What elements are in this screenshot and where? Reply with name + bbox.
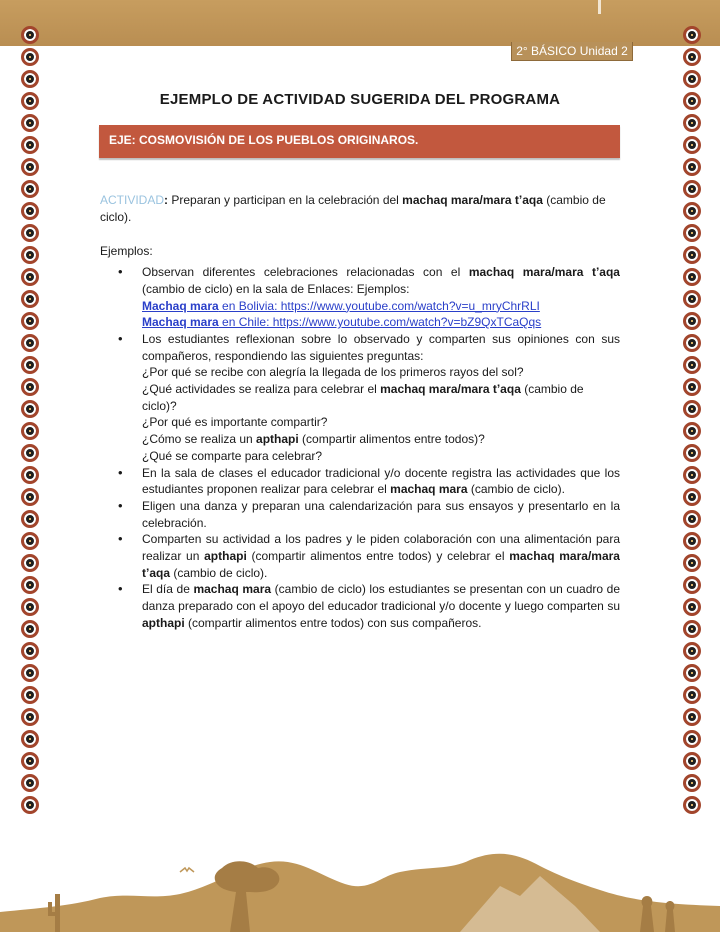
ornament-motif bbox=[21, 224, 39, 242]
ornament-motif bbox=[683, 488, 701, 506]
ornament-motif bbox=[683, 422, 701, 440]
question-text: ¿Qué actividades se realiza para celebrar el bbox=[142, 382, 381, 397]
ornament-motif bbox=[21, 796, 39, 814]
item-term: machaq mara bbox=[390, 482, 468, 497]
page-title: EJEMPLO DE ACTIVIDAD SUGERIDA DEL PROGRAMA bbox=[159, 91, 561, 108]
item-term: machaq mara/mara t’aqa bbox=[468, 265, 620, 280]
ornament-motif bbox=[683, 246, 701, 264]
examples-list bbox=[100, 264, 620, 631]
ornament-motif bbox=[683, 774, 701, 792]
ornament-motif bbox=[21, 48, 39, 66]
item-term: machaq mara bbox=[193, 582, 272, 597]
activity-colon: : bbox=[164, 193, 172, 207]
ornament-motif bbox=[683, 202, 701, 220]
ornament-motif bbox=[683, 136, 701, 154]
ornament-motif bbox=[21, 180, 39, 198]
item-text: (cambio de ciclo) los estudiantes se presentan con un cuadro de danza preparado con el apoyo del educador tradicional y/o docente y luego comparten su bbox=[142, 582, 621, 614]
ornament-motif bbox=[683, 268, 701, 286]
ornament-motif bbox=[21, 356, 39, 374]
item-text: (cambio de ciclo). bbox=[467, 482, 565, 497]
ornament-motif bbox=[683, 796, 701, 814]
question-term: machaq mara/mara t’aqa bbox=[380, 382, 521, 397]
unit-badge: 2° BÁSICO Unidad 2 bbox=[511, 42, 633, 61]
ornament-motif bbox=[683, 554, 701, 572]
ornament-motif bbox=[683, 158, 701, 176]
header-notch bbox=[598, 0, 601, 14]
list-item bbox=[142, 264, 620, 331]
ornament-motif bbox=[21, 26, 39, 44]
ornament-motif bbox=[21, 422, 39, 440]
activity-text-end: (cambio de ciclo). bbox=[100, 193, 606, 224]
item-text: (cambio de ciclo) en la sala de Enlaces: Ejemplos: bbox=[142, 281, 410, 296]
ornament-motif bbox=[683, 378, 701, 396]
question-text: (compartir alimentos entre todos)? bbox=[298, 432, 485, 447]
ornament-motif bbox=[21, 510, 39, 528]
question-text: ¿Cómo se realiza un bbox=[142, 432, 257, 447]
ornament-motif bbox=[683, 510, 701, 528]
ornament-motif bbox=[21, 466, 39, 484]
ornament-motif bbox=[683, 466, 701, 484]
ornament-motif bbox=[21, 598, 39, 616]
link-text: en Bolivia: https://www.youtube.com/watch?v=u_mryChrRLI bbox=[218, 298, 540, 313]
ornament-motif bbox=[21, 554, 39, 572]
ornament-motif bbox=[21, 202, 39, 220]
ornament-motif bbox=[21, 246, 39, 264]
list-item bbox=[142, 465, 620, 498]
ornament-motif bbox=[683, 356, 701, 374]
activity-term: machaq mara/mara t’aqa bbox=[402, 193, 543, 207]
ornament-motif bbox=[683, 642, 701, 660]
ornament-motif bbox=[21, 532, 39, 550]
question: ¿Por qué es importante compartir? bbox=[142, 415, 328, 430]
item-text: (compartir alimentos entre todos) y celebrar el bbox=[246, 549, 510, 564]
examples-label: Ejemplos: bbox=[100, 244, 153, 259]
ornament-motif bbox=[683, 664, 701, 682]
ornament-motif bbox=[21, 488, 39, 506]
ornament-motif bbox=[683, 686, 701, 704]
item-term: apthapi bbox=[142, 615, 185, 630]
question: ¿Por qué se recibe con alegría la llegada de los primeros rayos del sol? bbox=[142, 365, 524, 380]
item-term: machaq mara/mara t’aqa bbox=[142, 549, 620, 580]
ornament-motif bbox=[21, 334, 39, 352]
ornament-motif bbox=[21, 576, 39, 594]
ornament-motif bbox=[21, 686, 39, 704]
ornament-motif bbox=[21, 290, 39, 308]
header-band bbox=[0, 0, 720, 46]
link-term: Machaq mara bbox=[142, 298, 219, 313]
ornament-motif bbox=[21, 400, 39, 418]
ornament-motif bbox=[683, 708, 701, 726]
list-item bbox=[142, 498, 620, 531]
ornament-motif bbox=[683, 48, 701, 66]
item-text: Los estudiantes reflexionan sobre lo observado y comparten sus opiniones con sus compañeros, respondiendo las siguientes preguntas: bbox=[142, 331, 620, 363]
ornament-motif bbox=[21, 774, 39, 792]
ornament-motif bbox=[21, 664, 39, 682]
ornament-motif bbox=[683, 180, 701, 198]
link-text: en Chile: https://www.youtube.com/watch?v=bZ9QxTCaQqs bbox=[218, 315, 542, 330]
list-item bbox=[142, 531, 620, 581]
item-text: (compartir alimentos entre todos) con sus compañeros. bbox=[184, 615, 482, 630]
ornament-motif bbox=[683, 620, 701, 638]
ornament-motif bbox=[683, 334, 701, 352]
question-term: apthapi bbox=[256, 432, 299, 447]
ornament-motif bbox=[21, 730, 39, 748]
bolivia-video-link[interactable] bbox=[142, 299, 540, 313]
ornament-motif bbox=[683, 70, 701, 88]
chile-video-link[interactable] bbox=[142, 315, 541, 329]
item-text: Eligen una danza y preparan una calendarización para sus ensayos y presentarlo en la celebración. bbox=[142, 498, 620, 530]
ornament-motif bbox=[21, 268, 39, 286]
question-text: (cambio de ciclo)? bbox=[142, 382, 584, 413]
ornament-motif bbox=[683, 224, 701, 242]
question bbox=[142, 381, 620, 414]
ornament-motif bbox=[21, 444, 39, 462]
bolivia-video-link-line bbox=[142, 298, 620, 315]
right-ornament-border bbox=[681, 26, 703, 826]
ornament-motif bbox=[683, 114, 701, 132]
ornament-motif bbox=[21, 708, 39, 726]
item-text: (cambio de ciclo). bbox=[170, 565, 268, 580]
list-item bbox=[142, 581, 620, 631]
axis-banner bbox=[99, 125, 620, 158]
ornament-motif bbox=[683, 312, 701, 330]
ornament-motif bbox=[21, 752, 39, 770]
axis-label: EJE: COSMOVISIÓN DE LOS PUEBLOS ORIGINAROS. bbox=[109, 133, 419, 147]
document-body bbox=[100, 192, 620, 632]
ornament-motif bbox=[683, 730, 701, 748]
item-text: Comparten su actividad a los padres y le piden colaboración con una alimentación para realizar un bbox=[142, 532, 620, 564]
question: ¿Qué se comparte para celebrar? bbox=[142, 448, 323, 463]
ornament-motif bbox=[21, 620, 39, 638]
ornament-motif bbox=[21, 642, 39, 660]
chile-video-link-line bbox=[142, 314, 620, 331]
ornament-motif bbox=[683, 532, 701, 550]
link-term: Machaq mara bbox=[142, 315, 219, 330]
ornament-motif bbox=[21, 114, 39, 132]
item-text: Observan diferentes celebraciones relacionadas con el bbox=[142, 265, 469, 280]
item-text: El día de bbox=[142, 582, 194, 597]
ornament-motif bbox=[683, 444, 701, 462]
left-ornament-border bbox=[19, 26, 41, 826]
ornament-motif bbox=[21, 136, 39, 154]
item-term: apthapi bbox=[204, 549, 247, 564]
ornament-motif bbox=[21, 70, 39, 88]
ornament-motif bbox=[683, 752, 701, 770]
question bbox=[142, 431, 620, 448]
footer-landscape-illustration bbox=[0, 846, 720, 932]
activity-keyword: ACTIVIDAD bbox=[100, 193, 165, 207]
ornament-motif bbox=[683, 400, 701, 418]
ornament-motif bbox=[683, 26, 701, 44]
ornament-motif bbox=[683, 290, 701, 308]
ornament-motif bbox=[21, 378, 39, 396]
activity-statement bbox=[100, 192, 620, 225]
ornament-motif bbox=[683, 576, 701, 594]
list-item bbox=[142, 331, 620, 465]
item-text: En la sala de clases el educador tradicional y/o docente registra las actividades que los estudiantes proponen realizar para celebrar el bbox=[142, 465, 620, 497]
ornament-motif bbox=[21, 158, 39, 176]
ornament-motif bbox=[683, 598, 701, 616]
ornament-motif bbox=[21, 312, 39, 330]
activity-text: Preparan y participan en la celebración del bbox=[171, 193, 403, 207]
